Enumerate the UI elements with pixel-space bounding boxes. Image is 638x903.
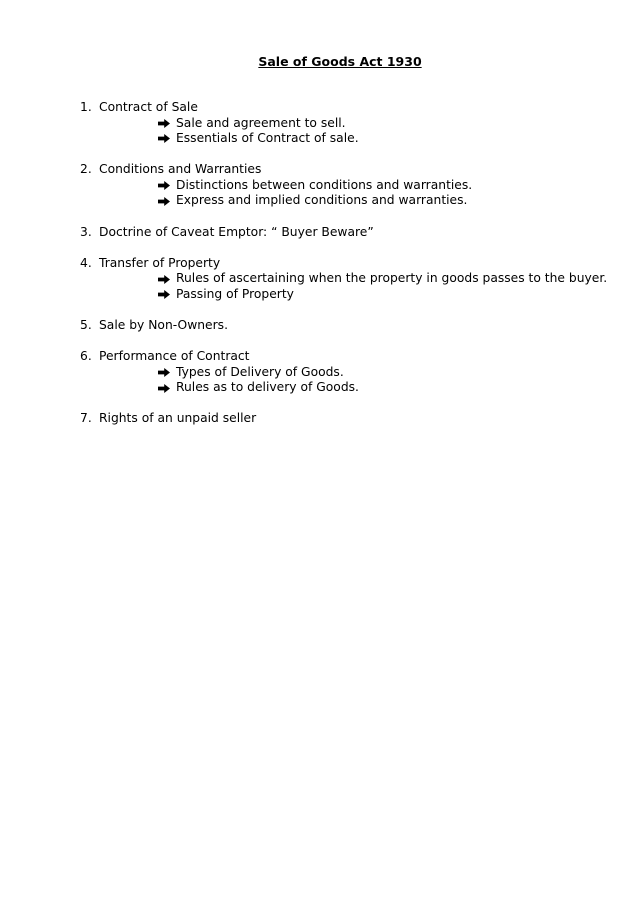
item-text: Sale by Non-Owners. — [99, 317, 228, 332]
topic-item — [80, 318, 620, 334]
item-number: 1. — [80, 100, 92, 114]
subtopic-text: Sale and agreement to sell. — [176, 115, 346, 130]
right-arrow-icon — [158, 290, 170, 299]
subtopic-item — [158, 193, 620, 209]
item-text: Doctrine of Caveat Emptor: “ Buyer Beware” — [99, 224, 374, 239]
subtopic-text: Rules as to delivery of Goods. — [176, 380, 359, 395]
subtopic-text: Distinctions between conditions and warranties. — [176, 177, 473, 192]
right-arrow-icon — [158, 275, 170, 284]
topic-item — [80, 162, 620, 209]
item-number: 3. — [80, 224, 92, 239]
item-text: Rights of an unpaid seller — [99, 411, 257, 426]
subtopic-item — [158, 380, 620, 396]
subtopic-item — [158, 365, 620, 381]
topic-item — [80, 411, 620, 427]
subtopic-item — [158, 178, 620, 194]
item-number: 5. — [80, 317, 92, 332]
subtopic-text: Rules of ascertaining when the property in goods passes to the buyer. — [176, 271, 608, 286]
item-number: 2. — [80, 162, 92, 177]
subtopic-item — [158, 271, 620, 287]
subtopic-text: Passing of Property — [176, 286, 294, 301]
topic-item — [80, 256, 620, 303]
subtopic-list — [158, 178, 620, 209]
topic-item — [80, 100, 620, 147]
subtopic-item — [158, 131, 620, 147]
right-arrow-icon — [158, 134, 170, 143]
subtopic-text: Types of Delivery of Goods. — [176, 364, 344, 379]
document-title: Sale of Goods Act 1930 — [258, 54, 422, 69]
item-number: 4. — [80, 255, 92, 270]
subtopic-list — [158, 365, 620, 396]
topic-item — [80, 225, 620, 241]
right-arrow-icon — [158, 384, 170, 393]
item-number: 6. — [80, 349, 92, 364]
item-text: Conditions and Warranties — [99, 162, 262, 177]
right-arrow-icon — [158, 181, 170, 190]
topic-list — [80, 100, 620, 442]
subtopic-item — [158, 287, 620, 303]
right-arrow-icon — [158, 119, 170, 128]
subtopic-item — [158, 116, 620, 132]
right-arrow-icon — [158, 368, 170, 377]
item-text: Transfer of Property — [99, 255, 221, 270]
right-arrow-icon — [158, 197, 170, 206]
subtopic-list — [158, 271, 620, 302]
topic-item — [80, 349, 620, 396]
subtopic-text: Express and implied conditions and warranties. — [176, 193, 468, 208]
item-text: Performance of Contract — [99, 349, 250, 364]
item-text: Contract of Sale — [99, 100, 198, 114]
subtopic-list — [158, 116, 620, 147]
item-number: 7. — [80, 411, 92, 426]
subtopic-text: Essentials of Contract of sale. — [176, 131, 359, 146]
